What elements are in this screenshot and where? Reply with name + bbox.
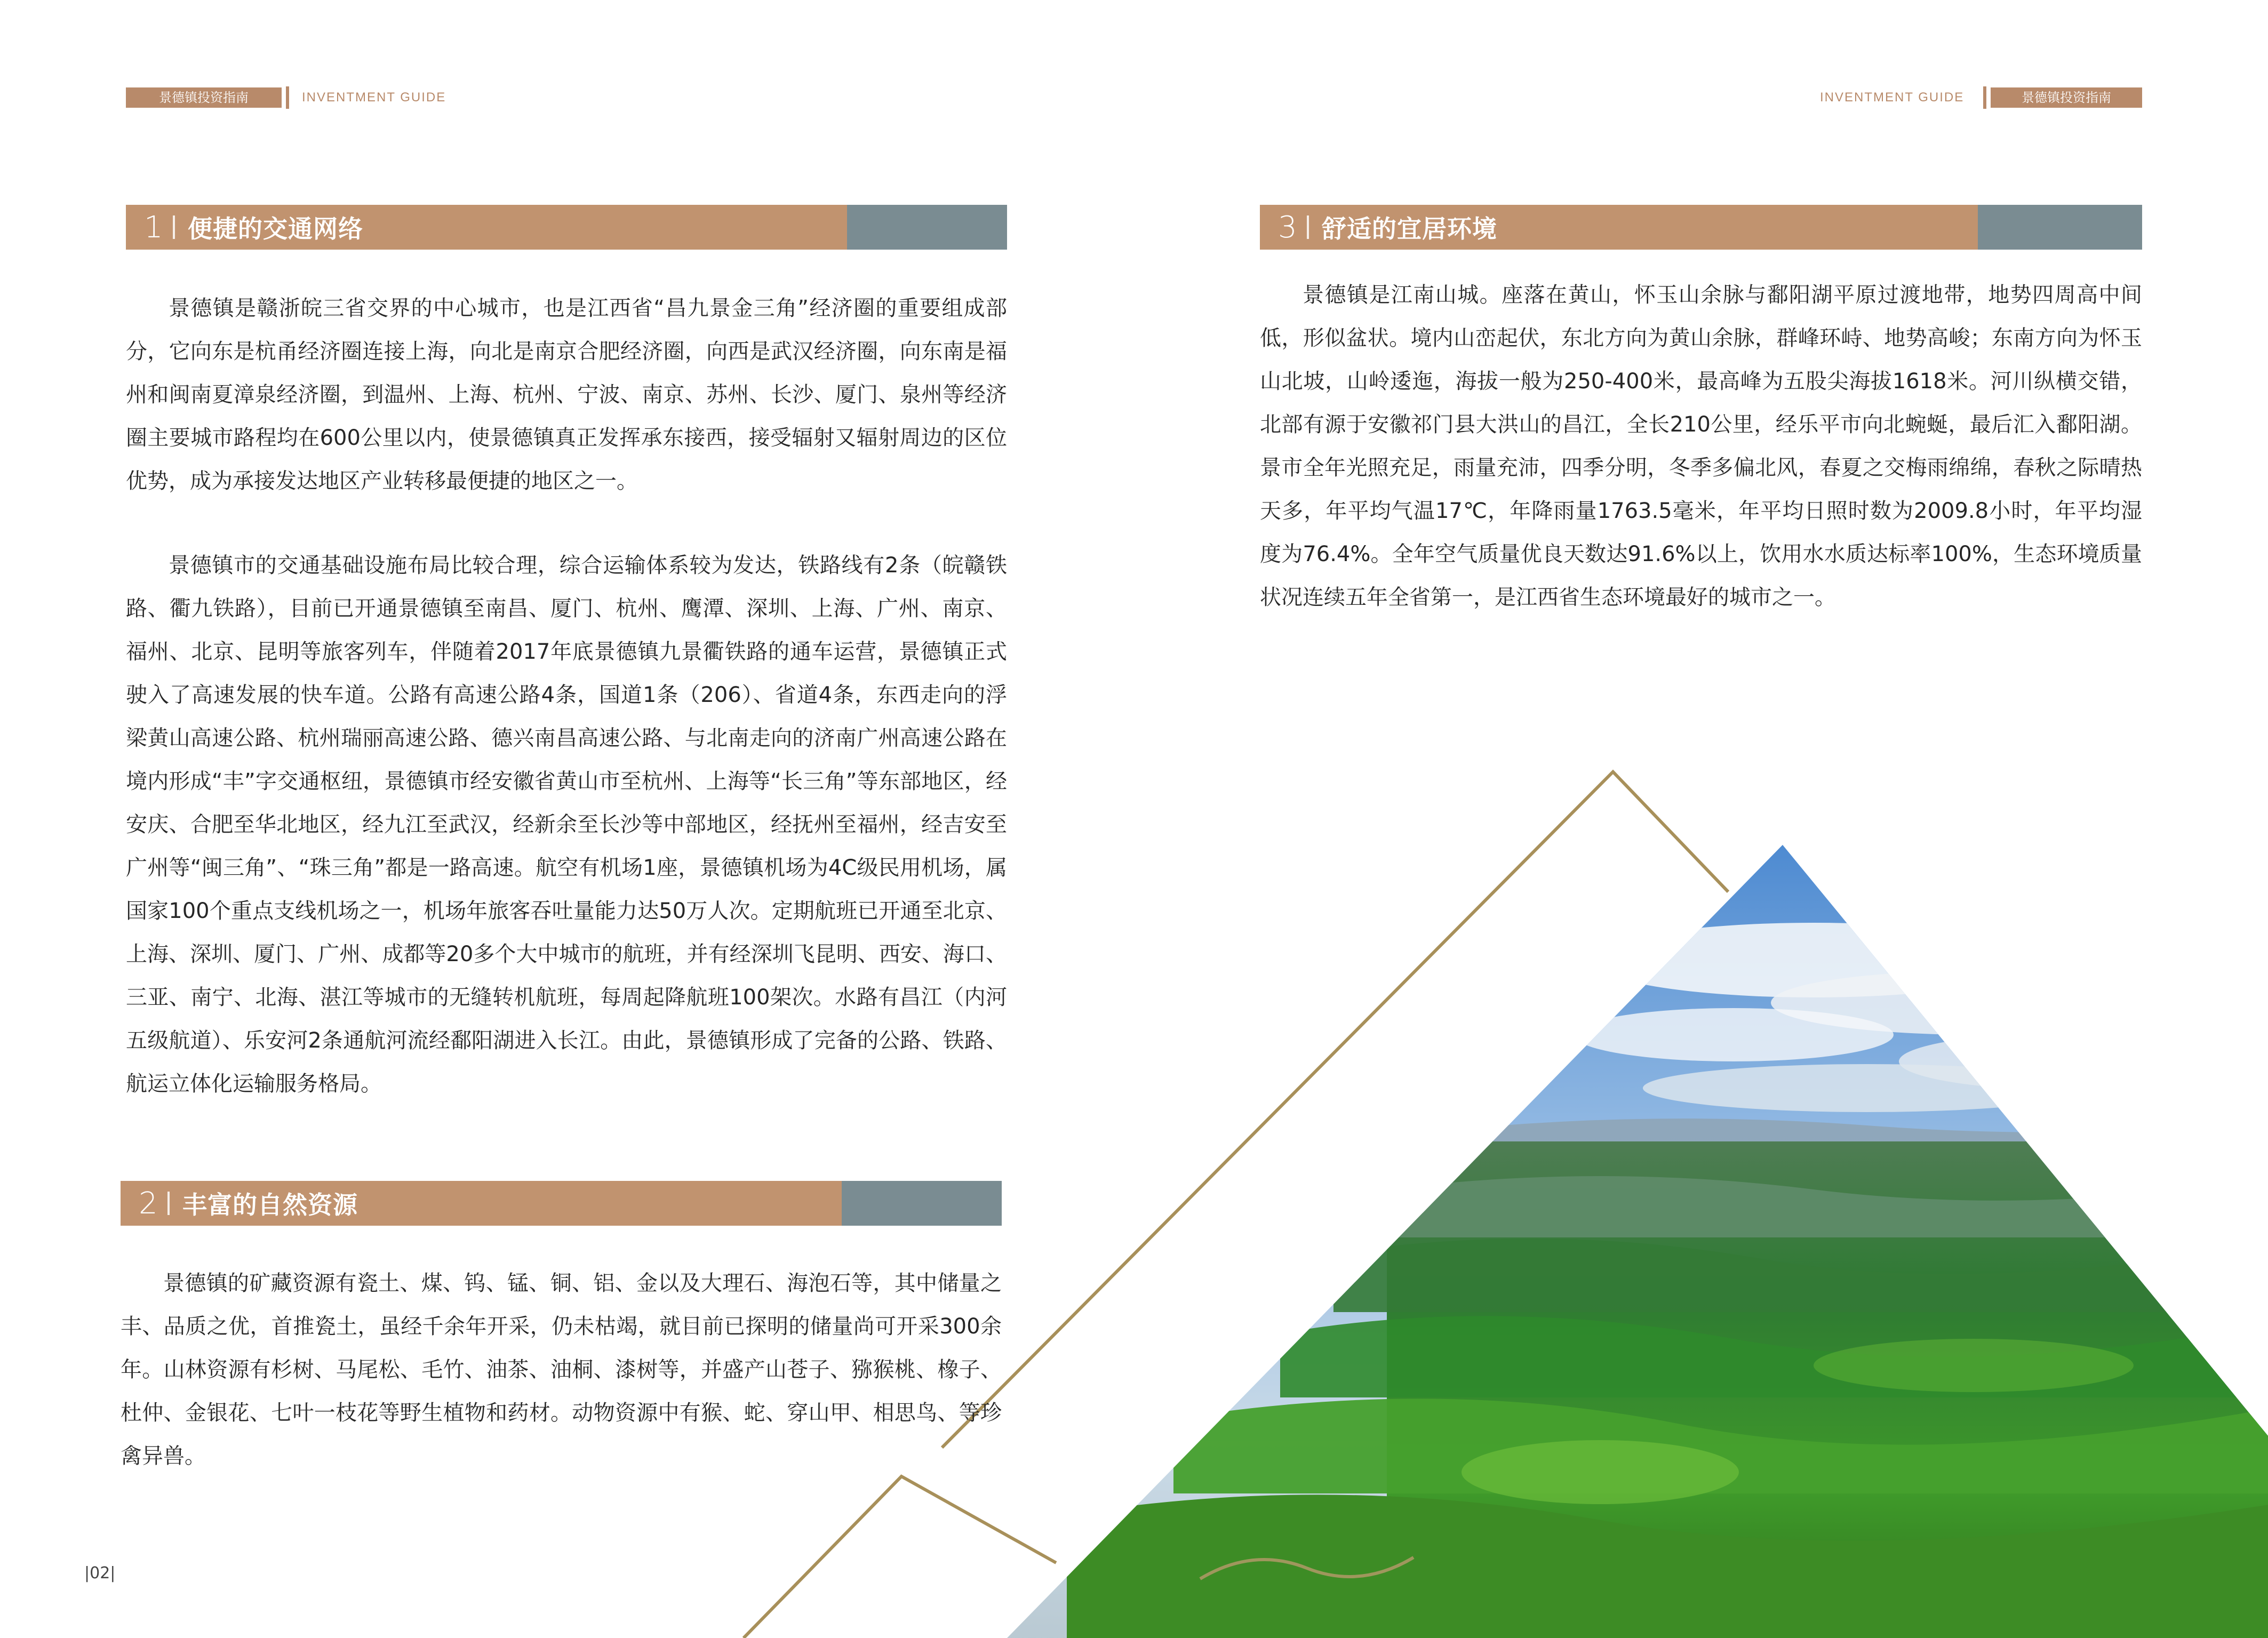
section-3-paragraph-1: 景德镇是江南山城。座落在黄山，怀玉山余脉与鄱阳湖平原过渡地带，地势四周高中间低，形似盆状。境内山峦起伏，东北方向为黄山余脉，群峰环峙、地势高峻；东南方向为怀玉山北坡，山岭逶迤，海拔一般为250-400米，最高峰为五股尖海拔1618米。河川纵横交错，北部有源于安徽祁门县大洪山的昌江，全长210公里，经乐平市向北蜿蜒，最后汇入鄱阳湖。景市全年光照充足，雨量充沛，四季分明，冬季多偏北风，春夏之交梅雨绵绵，春秋之际晴热天多，年平均气温17℃，年降雨量1763.5毫米，年平均日照时数为2009.8小时，年平均湿度为76.4%。全年空气质量优良天数达91.6%以上，饮用水水质达标率100%，生态环境质量状况连续五年全省第一，是江西省生态环境最好的城市之一。: [1260, 283, 2142, 610]
page-number: |02|: [84, 1564, 116, 1583]
section-1-header-accent: [847, 205, 1007, 250]
section-1-header: [126, 205, 1007, 250]
section-2-header: [121, 1181, 1002, 1226]
section-1-title: 便捷的交通网络: [188, 214, 363, 243]
section-2-header-accent: [842, 1181, 1002, 1226]
section-3-separator: [1307, 215, 1309, 239]
section-2-paragraph-1: 景德镇的矿藏资源有瓷土、煤、钨、锰、铜、铝、金以及大理石、海泡石等，其中储量之丰、品质之优，首推瓷土，虽经千余年开采，仍未枯竭，就目前已探明的储量尚可开采300余年。山林资源有杉树、马尾松、毛竹、油茶、油桐、漆树等，并盛产山苍子、猕猴桃、橡子、杜仲、金银花、七叶一枝花等野生植物和药材。动物资源中有猴、蛇、穿山甲、相思鸟、等珍禽异兽。: [121, 1271, 1002, 1468]
section-1-paragraph-2: 景德镇市的交通基础设施布局比较合理，综合运输体系较为发达，铁路线有2条（皖赣铁路、衢九铁路），目前已开通景德镇至南昌、厦门、杭州、鹰潭、深圳、上海、广州、南京、福州、北京、昆明等旅客列车，伴随着2017年底景德镇九景衢铁路的通车运营，景德镇正式驶入了高速发展的快车道。公路有高速公路4条，国道1条（206）、省道4条，东西走向的浮梁黄山高速公路、杭州瑞丽高速公路、德兴南昌高速公路、与北南走向的济南广州高速公路在境内形成“丰”字交通枢纽，景德镇市经安徽省黄山市至杭州、上海等“长三角”等东部地区，经安庆、合肥至华北地区，经九江至武汉，经新余至长沙等中部地区，经抚州至福州，经吉安至广州等“闽三角”、“珠三角”都是一路高速。航空有机场1座，景德镇机场为4C级民用机场，属国家100个重点支线机场之一，机场年旅客吞吐量能力达50万人次。定期航班已开通至北京、上海、深圳、厦门、广州、成都等20多个大中城市的航班，并有经深圳飞昆明、西安、海口、三亚、南宁、北海、湛江等城市的无缝转机航班，每周起降航班100架次。水路有昌江（内河五级航道）、乐安河2条通航河流经鄱阳湖进入长江。由此，景德镇形成了完备的公路、铁路、航运立体化运输服务格局。: [126, 553, 1007, 1096]
section-1-separator: [173, 215, 175, 239]
header-brand-right: 景德镇投资指南: [1991, 87, 2142, 108]
section-3-header-accent: [1978, 205, 2142, 250]
section-1-paragraph-1: 景德镇是赣浙皖三省交界的中心城市，也是江西省“昌九景金三角”经济圈的重要组成部分，它向东是杭甬经济圈连接上海，向北是南京合肥经济圈，向西是武汉经济圈，向东南是福州和闽南夏漳泉经济圈，到温州、上海、杭州、宁波、南京、苏州、长沙、厦门、泉州等经济圈主要城市路程均在600公里以内，使景德镇真正发挥承东接西，接受辐射又辐射周边的区位优势，成为承接发达地区产业转移最便捷的地区之一。: [126, 296, 1007, 493]
section-2-number: 2: [139, 1186, 158, 1221]
landscape-image: [960, 843, 2268, 1638]
header-brand-left: 景德镇投资指南: [126, 87, 282, 108]
header-guide-left: INVENTMENT GUIDE: [302, 90, 446, 105]
section-2-title: 丰富的自然资源: [182, 1190, 358, 1219]
section-3-title: 舒适的宜居环境: [1322, 214, 1497, 243]
header-guide-right: INVENTMENT GUIDE: [1820, 90, 1964, 105]
section-3-number: 3: [1278, 210, 1297, 245]
section-2-separator: [167, 1192, 170, 1215]
section-3-header: [1260, 205, 2142, 250]
section-1-number: 1: [144, 210, 163, 245]
